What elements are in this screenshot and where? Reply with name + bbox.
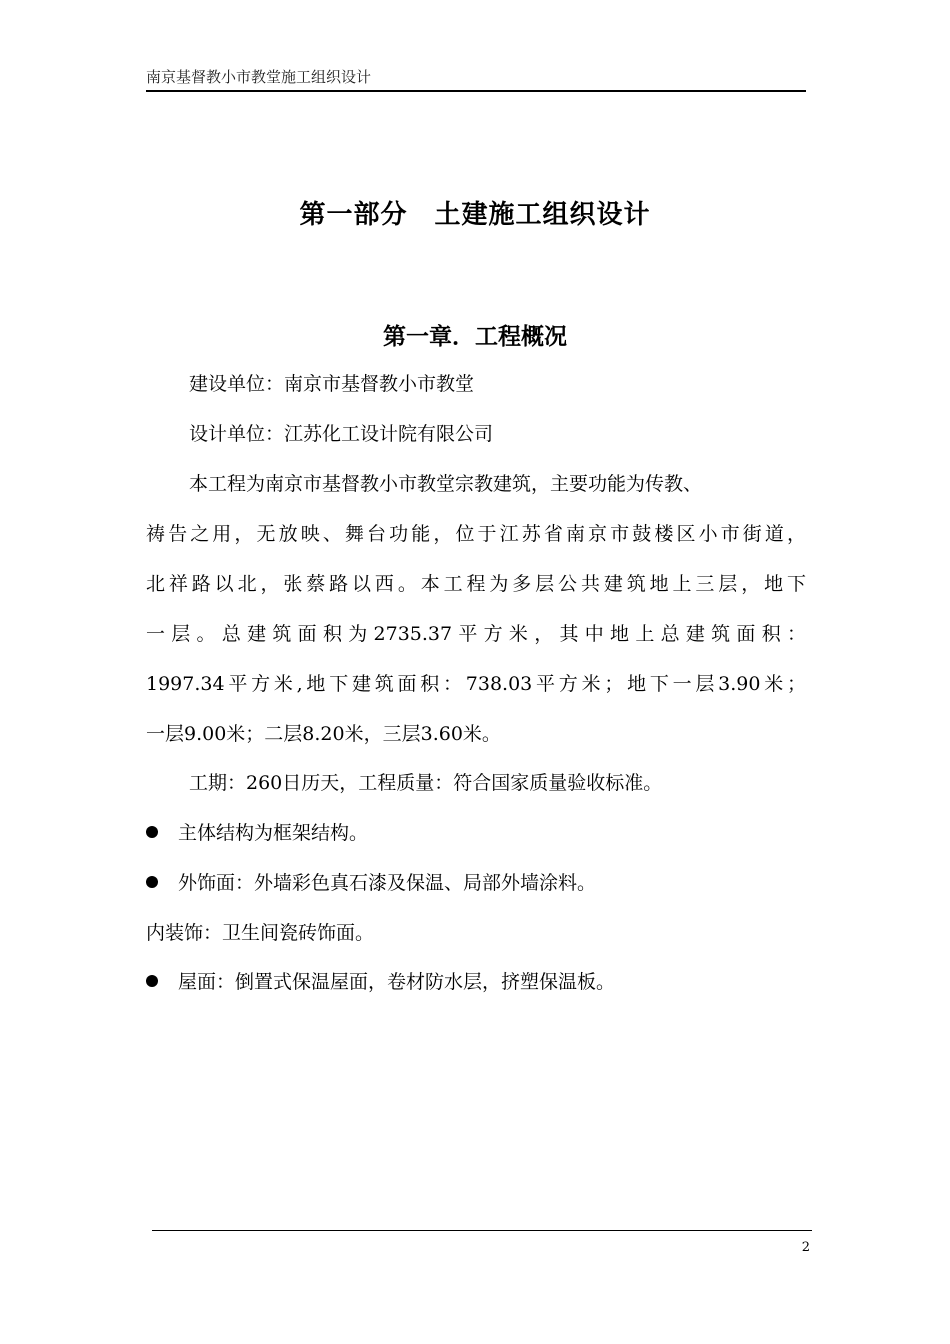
overview-line-5: 1997.34平方米,地下建筑面积：738.03平方米；地下一层3.90米； — [146, 673, 806, 695]
bullet-dot-icon — [146, 876, 158, 888]
bullet-text: 主体结构为框架结构。 — [178, 822, 369, 844]
running-header: 南京基督教小市教堂施工组织设计 — [146, 64, 806, 92]
overview-line-6: 一层9.00米；二层8.20米，三层3.60米。 — [146, 723, 501, 745]
design-unit-line: 设计单位：江苏化工设计院有限公司 — [189, 423, 494, 445]
bullet-text: 屋面：倒置式保温屋面，卷材防水层，挤塑保温板。 — [178, 971, 616, 993]
overview-line-2: 祷告之用，无放映、舞台功能，位于江苏省南京市鼓楼区小市街道， — [146, 523, 806, 545]
bullet-text: 外饰面：外墙彩色真石漆及保温、局部外墙涂料。 — [178, 872, 597, 894]
bullet-dot-icon — [146, 826, 158, 838]
interior-line: 内装饰：卫生间瓷砖饰面。 — [146, 922, 375, 944]
footer-rule — [152, 1230, 812, 1231]
overview-line-4: 一层。总建筑面积为2735.37平方米，其中地上总建筑面积： — [146, 623, 806, 645]
part-title: 第一部分 土建施工组织设计 — [299, 200, 651, 230]
overview-line-1: 本工程为南京市基督教小市教堂宗教建筑，主要功能为传教、 — [189, 473, 703, 495]
construction-unit-line: 建设单位：南京市基督教小市教堂 — [189, 373, 475, 395]
page-number: 2 — [801, 1240, 810, 1255]
overview-line-3: 北祥路以北，张蔡路以西。本工程为多层公共建筑地上三层，地下 — [146, 573, 806, 595]
schedule-line: 工期：260日历天，工程质量：符合国家质量验收标准。 — [189, 772, 663, 794]
bullet-facade — [146, 870, 596, 896]
bullet-dot-icon — [146, 975, 158, 987]
bullet-roof — [146, 969, 615, 995]
chapter-title: 第一章．工程概况 — [383, 324, 567, 350]
bullet-structure — [146, 820, 368, 846]
